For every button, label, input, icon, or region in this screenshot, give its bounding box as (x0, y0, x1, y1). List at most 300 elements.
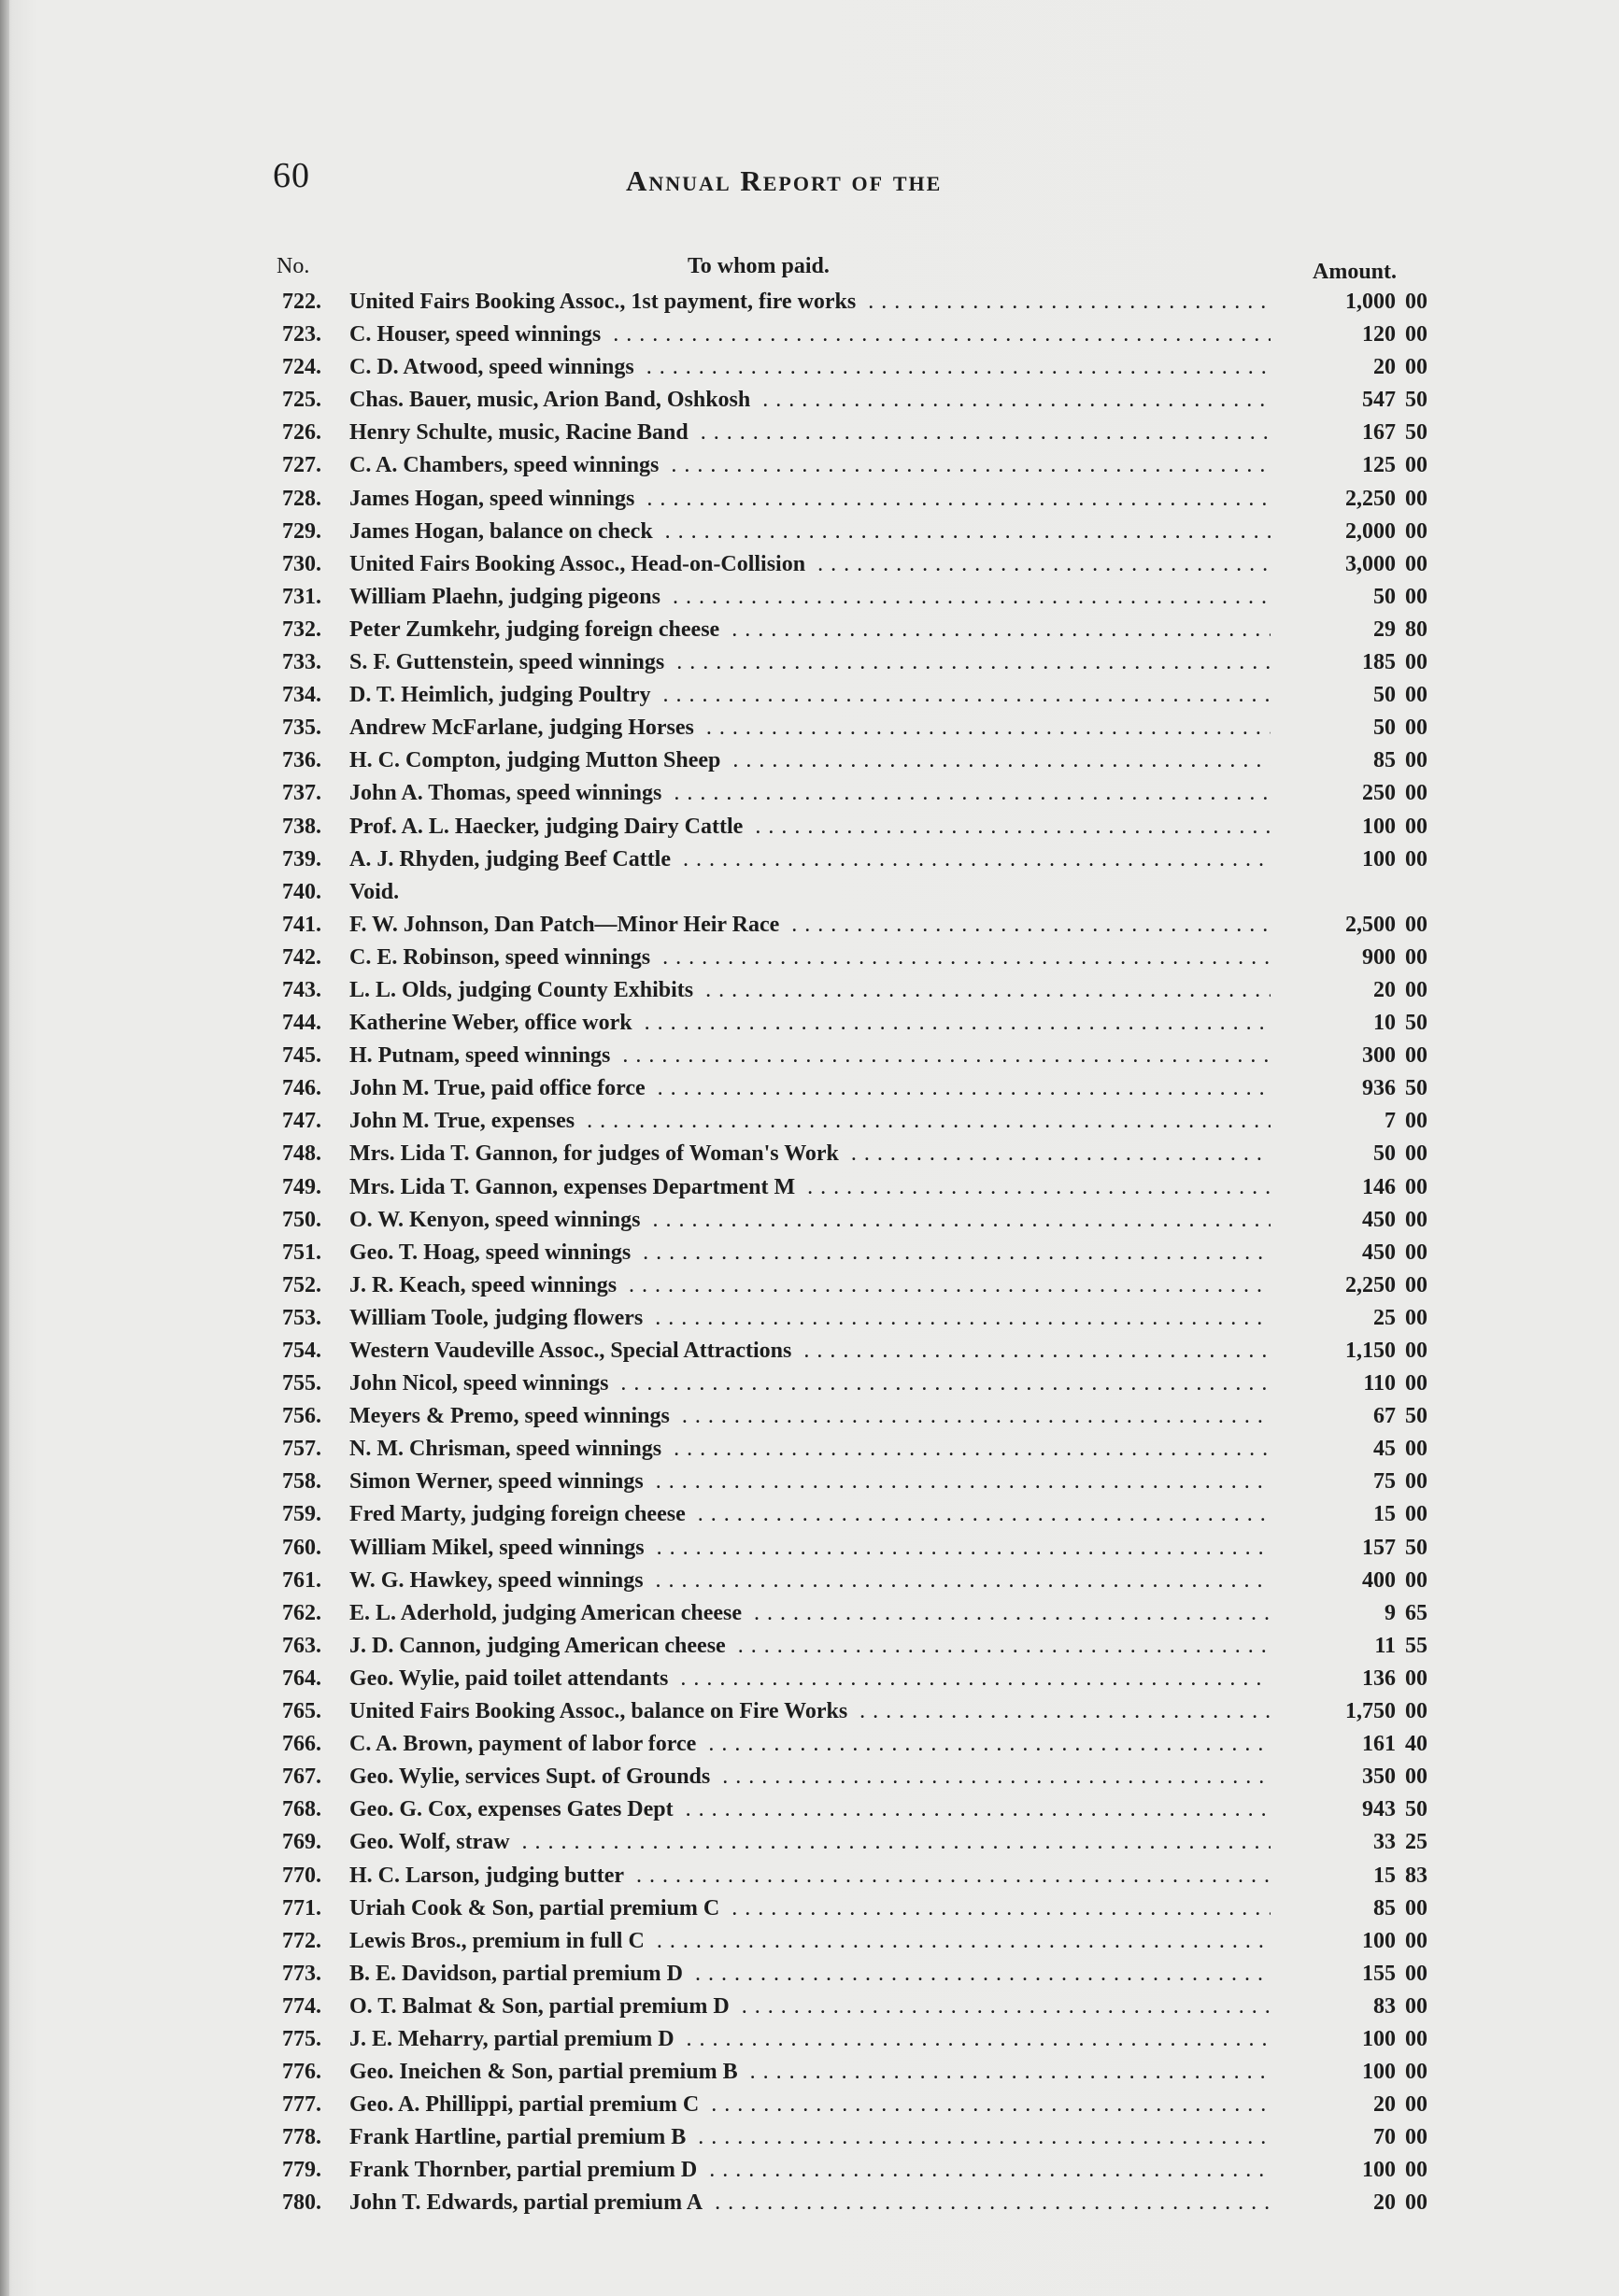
payee-text: William Toole, judging flowers (349, 1305, 644, 1330)
payee-description (349, 2121, 1271, 2154)
payment-row (0, 1761, 1619, 1793)
payee-description (349, 449, 1271, 482)
payment-row (0, 1138, 1619, 1170)
payee-description (349, 319, 1271, 351)
payee-text: Katherine Weber, office work (349, 1011, 632, 1036)
payment-row (0, 1269, 1619, 1302)
amount-cents: 50 (1405, 1011, 1427, 1036)
payment-number: 730. (282, 551, 321, 576)
payee-text: Geo. Wylie, services Supt. of Grounds (349, 1765, 711, 1790)
payee-description (349, 581, 1271, 614)
amount-dollars: 936 (1362, 1076, 1396, 1101)
amount-dollars: 157 (1362, 1535, 1396, 1560)
payment-number: 724. (282, 355, 321, 380)
payment-number: 723. (282, 322, 321, 347)
payee-description (349, 712, 1271, 744)
payee-description (349, 1368, 1271, 1400)
amount-dollars: 100 (1362, 2158, 1396, 2183)
amount-dollars: 15 (1373, 1502, 1396, 1527)
payment-number: 727. (282, 453, 321, 478)
payment-number: 765. (282, 1699, 321, 1724)
payment-number: 750. (282, 1207, 321, 1232)
payment-row (0, 843, 1619, 876)
payee-text: C. A. Brown, payment of labor force (349, 1732, 697, 1757)
payee-text: F. W. Johnson, Dan Patch—Minor Heir Race (349, 912, 780, 937)
payee-description (349, 876, 1271, 909)
payment-row (0, 2056, 1619, 2089)
payee-description (349, 2154, 1271, 2187)
payment-row (0, 1433, 1619, 1466)
payee-description (349, 516, 1271, 548)
amount-cents: 50 (1405, 388, 1427, 413)
amount-cents: 00 (1405, 551, 1427, 576)
payment-row (0, 384, 1619, 417)
amount-cents: 25 (1405, 1830, 1427, 1855)
payment-number: 780. (282, 2190, 321, 2216)
amount-dollars: 7 (1385, 1109, 1396, 1134)
payee-description (349, 1237, 1271, 1269)
payee-text: Peter Zumkehr, judging foreign cheese (349, 617, 720, 642)
amount-cents: 00 (1405, 1207, 1427, 1232)
payee-description (349, 1565, 1271, 1597)
payment-row (0, 319, 1619, 351)
amount-cents: 00 (1405, 716, 1427, 741)
column-header-payee: To whom paid. (688, 254, 830, 278)
payee-text: Frank Hartline, partial premium B (349, 2125, 687, 2150)
amount-cents: 00 (1405, 1502, 1427, 1527)
payment-number: 755. (282, 1371, 321, 1396)
amount-dollars: 50 (1373, 716, 1396, 741)
payee-description (349, 744, 1271, 777)
amount-cents: 00 (1405, 1371, 1427, 1396)
amount-dollars: 83 (1373, 1993, 1396, 2019)
payment-number: 741. (282, 912, 321, 937)
payee-text: United Fairs Booking Assoc., Head-on-Collision (349, 551, 806, 576)
payee-description (349, 1925, 1271, 1958)
payment-row (0, 1695, 1619, 1728)
payment-number: 766. (282, 1732, 321, 1757)
amount-cents: 83 (1405, 1863, 1427, 1888)
amount-cents: 00 (1405, 1961, 1427, 1986)
payment-number: 726. (282, 420, 321, 446)
payment-number: 752. (282, 1272, 321, 1297)
column-header-no: No. (277, 254, 310, 278)
payment-row (0, 909, 1619, 942)
payment-number: 763. (282, 1633, 321, 1658)
amount-cents: 50 (1405, 1797, 1427, 1822)
payee-text: S. F. Guttenstein, speed winnings (349, 650, 665, 675)
payee-text: Uriah Cook & Son, partial premium C (349, 1895, 720, 1920)
payment-row (0, 286, 1619, 319)
payment-number: 732. (282, 617, 321, 642)
payment-row (0, 1991, 1619, 2023)
amount-cents: 00 (1405, 748, 1427, 773)
payment-row (0, 1793, 1619, 1826)
amount-cents: 50 (1405, 1404, 1427, 1429)
payment-row (0, 1663, 1619, 1695)
amount-dollars: 45 (1373, 1437, 1396, 1462)
payment-row (0, 1237, 1619, 1269)
amount-cents: 00 (1405, 1993, 1427, 2019)
amount-cents: 40 (1405, 1732, 1427, 1757)
payment-row (0, 417, 1619, 449)
payment-row (0, 974, 1619, 1007)
payee-text: H. Putnam, speed winnings (349, 1043, 611, 1069)
page-number: 60 (273, 156, 310, 195)
amount-dollars: 75 (1373, 1469, 1396, 1495)
payment-row (0, 483, 1619, 516)
payee-text: Geo. Wylie, paid toilet attendants (349, 1665, 669, 1691)
payee-text: Mrs. Lida T. Gannon, for judges of Woman's Work (349, 1141, 839, 1167)
payee-description (349, 2056, 1271, 2089)
payee-text: James Hogan, balance on check (349, 518, 653, 544)
payment-number: 728. (282, 486, 321, 511)
payment-number: 743. (282, 977, 321, 1002)
payment-row (0, 2121, 1619, 2154)
payment-row (0, 1892, 1619, 1925)
payee-text: N. M. Chrisman, speed winnings (349, 1437, 662, 1462)
amount-cents: 00 (1405, 290, 1427, 314)
payee-text: H. C. Larson, judging butter (349, 1863, 625, 1888)
payment-row (0, 876, 1619, 909)
payment-row (0, 1630, 1619, 1663)
payment-number: 735. (282, 716, 321, 741)
payee-description (349, 1728, 1271, 1761)
amount-dollars: 15 (1373, 1863, 1396, 1888)
amount-cents: 00 (1405, 1272, 1427, 1297)
payee-description (349, 909, 1271, 942)
payee-text: John Nicol, speed winnings (349, 1371, 609, 1396)
payment-list (0, 286, 1619, 2220)
payment-number: 756. (282, 1404, 321, 1429)
payment-row (0, 1925, 1619, 1958)
amount-dollars: 450 (1362, 1240, 1396, 1265)
payee-description (349, 1663, 1271, 1695)
payment-row (0, 1040, 1619, 1072)
payee-description (349, 351, 1271, 384)
amount-dollars: 943 (1362, 1797, 1396, 1822)
payee-text: H. C. Compton, judging Mutton Sheep (349, 748, 721, 773)
amount-cents: 65 (1405, 1600, 1427, 1625)
payment-number: 778. (282, 2125, 321, 2150)
payment-row (0, 1335, 1619, 1368)
amount-cents: 00 (1405, 2125, 1427, 2150)
amount-cents: 50 (1405, 1076, 1427, 1101)
payee-text: Simon Werner, speed winnings (349, 1469, 644, 1495)
amount-cents: 00 (1405, 486, 1427, 511)
amount-cents: 00 (1405, 814, 1427, 839)
payee-description (349, 811, 1271, 843)
payee-description (349, 2023, 1271, 2056)
payee-text: Frank Thornber, partial premium D (349, 2158, 698, 2183)
payment-row (0, 2023, 1619, 2056)
amount-cents: 50 (1405, 420, 1427, 446)
amount-dollars: 2,250 (1345, 1272, 1396, 1297)
payee-text: A. J. Rhyden, judging Beef Cattle (349, 846, 672, 872)
amount-cents: 00 (1405, 518, 1427, 544)
amount-dollars: 85 (1373, 748, 1396, 773)
column-headers (0, 254, 1619, 286)
payment-number: 775. (282, 2026, 321, 2051)
payee-text: J. R. Keach, speed winnings (349, 1272, 618, 1297)
payment-number: 722. (282, 290, 321, 314)
payment-number: 774. (282, 1993, 321, 2019)
amount-dollars: 100 (1362, 846, 1396, 872)
amount-cents: 00 (1405, 912, 1427, 937)
amount-dollars: 110 (1363, 1371, 1396, 1396)
amount-dollars: 185 (1362, 650, 1396, 675)
payment-number: 753. (282, 1305, 321, 1330)
payee-description (349, 1695, 1271, 1728)
amount-cents: 00 (1405, 683, 1427, 708)
amount-dollars: 70 (1373, 2125, 1396, 2150)
amount-cents: 00 (1405, 1109, 1427, 1134)
payee-text: Void. (349, 879, 400, 904)
payee-description (349, 942, 1271, 974)
amount-cents: 00 (1405, 1174, 1427, 1199)
payee-text: Fred Marty, judging foreign cheese (349, 1502, 686, 1527)
amount-dollars: 120 (1362, 322, 1396, 347)
payee-text: Geo. Wolf, straw (349, 1830, 510, 1855)
payment-row (0, 1204, 1619, 1237)
payment-row (0, 646, 1619, 679)
payment-number: 739. (282, 846, 321, 872)
amount-cents: 00 (1405, 355, 1427, 380)
payee-description (349, 1138, 1271, 1170)
payment-row (0, 581, 1619, 614)
payment-row (0, 712, 1619, 744)
amount-cents: 00 (1405, 1240, 1427, 1265)
payment-row (0, 942, 1619, 974)
payment-row (0, 2154, 1619, 2187)
payment-row (0, 1860, 1619, 1892)
payment-number: 740. (282, 879, 321, 904)
amount-dollars: 100 (1362, 1928, 1396, 1953)
payee-text: James Hogan, speed winnings (349, 486, 635, 511)
amount-cents: 00 (1405, 1141, 1427, 1167)
payment-row (0, 1565, 1619, 1597)
payee-text: O. T. Balmat & Son, partial premium D (349, 1993, 730, 2019)
payee-description (349, 679, 1271, 712)
payment-number: 772. (282, 1928, 321, 1953)
payee-text: B. E. Davidson, partial premium D (349, 1961, 683, 1986)
amount-dollars: 100 (1362, 2026, 1396, 2051)
payment-row (0, 679, 1619, 712)
amount-dollars: 250 (1362, 781, 1396, 806)
payee-text: Meyers & Premo, speed winnings (349, 1404, 670, 1429)
payment-row (0, 1400, 1619, 1433)
payment-number: 749. (282, 1174, 321, 1199)
payee-description (349, 1040, 1271, 1072)
amount-dollars: 1,750 (1345, 1699, 1396, 1724)
amount-dollars: 20 (1373, 355, 1396, 380)
amount-dollars: 20 (1373, 2190, 1396, 2216)
amount-dollars: 33 (1373, 1830, 1396, 1855)
amount-dollars: 161 (1362, 1732, 1396, 1757)
payee-text: United Fairs Booking Assoc., balance on Fire Works (349, 1699, 848, 1724)
amount-dollars: 146 (1362, 1174, 1396, 1199)
amount-dollars: 450 (1362, 1207, 1396, 1232)
payee-description (349, 614, 1271, 646)
payment-number: 751. (282, 1240, 321, 1265)
payee-text: L. L. Olds, judging County Exhibits (349, 977, 694, 1002)
payee-description (349, 1302, 1271, 1335)
payment-row (0, 614, 1619, 646)
amount-cents: 00 (1405, 1665, 1427, 1691)
amount-dollars: 2,500 (1345, 912, 1396, 937)
payee-description (349, 1597, 1271, 1630)
payment-number: 762. (282, 1600, 321, 1625)
amount-dollars: 50 (1373, 683, 1396, 708)
payment-number: 776. (282, 2060, 321, 2085)
payment-number: 779. (282, 2158, 321, 2183)
amount-cents: 00 (1405, 2092, 1427, 2118)
payee-text: Andrew McFarlane, judging Horses (349, 716, 694, 741)
payee-text: William Mikel, speed winnings (349, 1535, 645, 1560)
payment-number: 748. (282, 1141, 321, 1167)
amount-cents: 00 (1405, 1339, 1427, 1363)
amount-dollars: 400 (1362, 1567, 1396, 1593)
payment-row (0, 1105, 1619, 1138)
payment-row (0, 449, 1619, 482)
payment-number: 760. (282, 1535, 321, 1560)
amount-dollars: 85 (1373, 1895, 1396, 1920)
payee-text: Geo. Ineichen & Son, partial premium B (349, 2060, 738, 2085)
amount-cents: 00 (1405, 846, 1427, 872)
payment-number: 769. (282, 1830, 321, 1855)
payee-description (349, 1532, 1271, 1565)
payment-row (0, 1072, 1619, 1105)
amount-dollars: 100 (1362, 2060, 1396, 2085)
amount-cents: 00 (1405, 2060, 1427, 2085)
payment-row (0, 1302, 1619, 1335)
payee-text: Western Vaudeville Assoc., Special Attractions (349, 1339, 792, 1363)
payee-text: Henry Schulte, music, Racine Band (349, 420, 689, 446)
payment-number: 758. (282, 1469, 321, 1495)
payee-description (349, 646, 1271, 679)
amount-dollars: 167 (1362, 420, 1396, 446)
payment-number: 731. (282, 584, 321, 609)
column-header-amount: Amount. (1313, 260, 1398, 284)
payee-text: Lewis Bros., premium in full C (349, 1928, 645, 1953)
amount-dollars: 1,000 (1345, 290, 1396, 314)
payee-description (349, 1466, 1271, 1498)
payee-text: J. E. Meharry, partial premium D (349, 2026, 675, 2051)
payee-description (349, 1072, 1271, 1105)
payee-description (349, 1498, 1271, 1531)
payee-description (349, 2187, 1271, 2219)
amount-cents: 80 (1405, 617, 1427, 642)
amount-cents: 00 (1405, 650, 1427, 675)
payee-description (349, 843, 1271, 876)
payment-row (0, 1007, 1619, 1040)
payee-text: C. A. Chambers, speed winnings (349, 453, 660, 478)
amount-dollars: 350 (1362, 1765, 1396, 1790)
payment-number: 767. (282, 1765, 321, 1790)
amount-dollars: 900 (1362, 944, 1396, 970)
payee-text: John T. Edwards, partial premium A (349, 2190, 703, 2216)
amount-cents: 50 (1405, 1535, 1427, 1560)
payment-row (0, 1466, 1619, 1498)
payee-description (349, 1400, 1271, 1433)
amount-dollars: 300 (1362, 1043, 1396, 1069)
payee-text: Geo. G. Cox, expenses Gates Dept (349, 1797, 674, 1822)
payment-number: 742. (282, 944, 321, 970)
payee-description (349, 1991, 1271, 2023)
amount-cents: 00 (1405, 2026, 1427, 2051)
payment-number: 754. (282, 1339, 321, 1363)
payment-number: 733. (282, 650, 321, 675)
payee-description (349, 1105, 1271, 1138)
payment-row (0, 1597, 1619, 1630)
amount-dollars: 125 (1362, 453, 1396, 478)
payment-number: 738. (282, 814, 321, 839)
payee-text: John M. True, paid office force (349, 1076, 646, 1101)
amount-dollars: 50 (1373, 584, 1396, 609)
amount-dollars: 29 (1373, 617, 1396, 642)
payee-text: O. W. Kenyon, speed winnings (349, 1207, 641, 1232)
payment-number: 773. (282, 1961, 321, 1986)
amount-dollars: 100 (1362, 814, 1396, 839)
payee-description (349, 1958, 1271, 1991)
payee-description (349, 1204, 1271, 1237)
payment-number: 768. (282, 1797, 321, 1822)
amount-dollars: 67 (1373, 1404, 1396, 1429)
payee-description (349, 1793, 1271, 1826)
payment-row (0, 777, 1619, 810)
payment-row (0, 1826, 1619, 1859)
payment-row (0, 1532, 1619, 1565)
payee-text: C. E. Robinson, speed winnings (349, 944, 651, 970)
payment-row (0, 1498, 1619, 1531)
payment-number: 725. (282, 388, 321, 413)
payee-text: Mrs. Lida T. Gannon, expenses Department M (349, 1174, 796, 1199)
payee-text: John M. True, expenses (349, 1109, 575, 1134)
amount-dollars: 2,250 (1345, 486, 1396, 511)
payee-description (349, 483, 1271, 516)
amount-cents: 00 (1405, 1043, 1427, 1069)
amount-cents: 00 (1405, 944, 1427, 970)
payment-row (0, 351, 1619, 384)
payment-row (0, 516, 1619, 548)
payee-description (349, 777, 1271, 810)
payee-description (349, 1860, 1271, 1892)
payment-number: 770. (282, 1863, 321, 1888)
payment-row (0, 548, 1619, 581)
amount-cents: 00 (1405, 1567, 1427, 1593)
amount-dollars: 11 (1374, 1633, 1396, 1658)
payee-text: C. D. Atwood, speed winnings (349, 355, 634, 380)
amount-cents: 00 (1405, 2190, 1427, 2216)
payee-text: E. L. Aderhold, judging American cheese (349, 1600, 743, 1625)
payment-row (0, 1728, 1619, 1761)
payee-description (349, 1335, 1271, 1368)
amount-cents: 00 (1405, 977, 1427, 1002)
amount-dollars: 155 (1362, 1961, 1396, 1986)
amount-cents: 00 (1405, 322, 1427, 347)
payee-text: William Plaehn, judging pigeons (349, 584, 660, 609)
amount-dollars: 2,000 (1345, 518, 1396, 544)
payment-number: 747. (282, 1109, 321, 1134)
payee-text: United Fairs Booking Assoc., 1st payment, fire works (349, 290, 857, 314)
payment-number: 736. (282, 748, 321, 773)
payee-text: Geo. A. Phillippi, partial premium C (349, 2092, 700, 2118)
amount-cents: 00 (1405, 1699, 1427, 1724)
amount-dollars: 20 (1373, 2092, 1396, 2118)
payment-number: 729. (282, 518, 321, 544)
payee-description (349, 1269, 1271, 1302)
payee-text: W. G. Hawkey, speed winnings (349, 1567, 644, 1593)
